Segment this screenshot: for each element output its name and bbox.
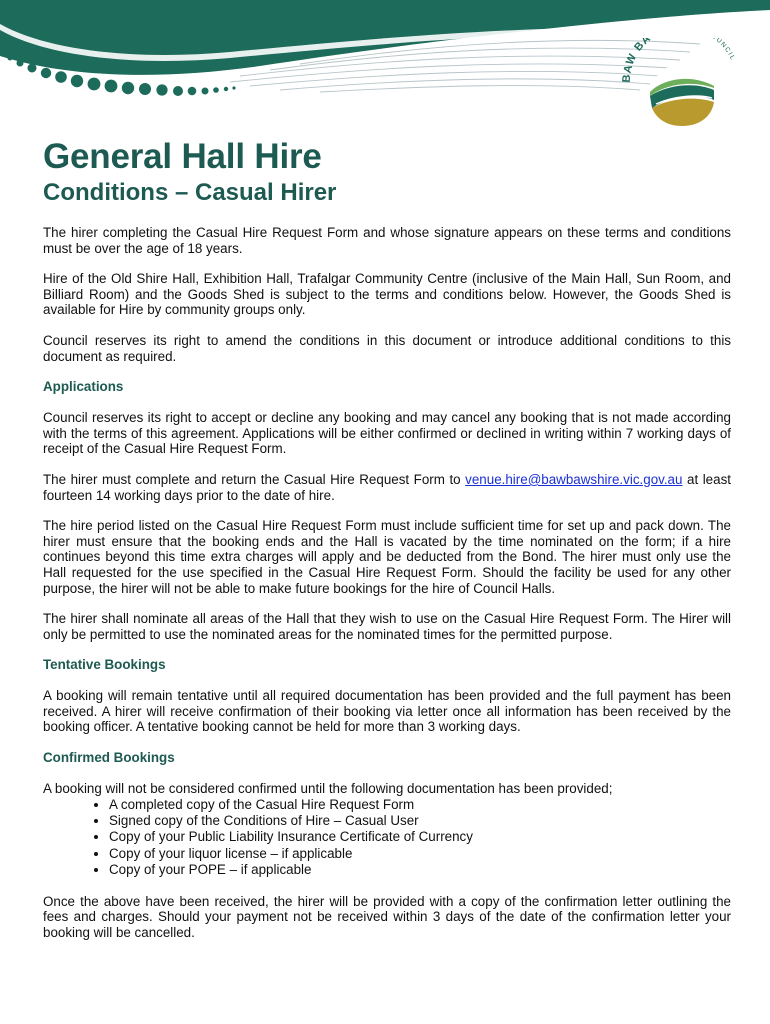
applications-paragraph-nominate-areas: The hirer shall nominate all areas of the Hall that they wish to use on the Casual Hire Request Form. The Hirer will only be permitted to use the nominated areas for the nominated times for the permitted purpose. — [43, 611, 731, 642]
list-item: • Signed copy of the Conditions of Hire – Casual User — [109, 813, 731, 829]
svg-text:BAW BAW: BAW BA — [620, 38, 654, 83]
list-item: • Copy of your POPE – if applicable — [109, 862, 731, 878]
list-item: • Copy of your Public Liability Insurance Certificate of Currency — [109, 829, 731, 845]
section-heading-confirmed-bookings: Confirmed Bookings — [43, 750, 175, 766]
intro-paragraph-amend: Council reserves its right to amend the conditions in this document or introduce additional conditions to this document as required. — [43, 332, 731, 364]
applications-paragraph-return-form — [43, 472, 731, 503]
svg-text:SHIRE COUNCIL: UNCIL — [714, 38, 737, 63]
applications-paragraph-accept: Council reserves its right to accept or decline any booking and may cancel any booking that is not made according with the terms of this agreement. Applications will be either confirmed or declined in writing within 7 working days of receipt of the Casual Hire Request Form. — [43, 410, 731, 457]
section-heading-applications: Applications — [43, 379, 124, 395]
document-title: General Hall Hire — [43, 137, 322, 176]
intro-paragraph-age: The hirer completing the Casual Hire Request Form and whose signature appears on these terms and conditions must be over the age of 18 years. — [43, 225, 731, 256]
applications-paragraph-hire-period: The hire period listed on the Casual Hire Request Form must include sufficient time for set up and pack down. The hirer must ensure that the booking ends and the Hall is vacated by the time nominated on the form; if a hire continues beyond this time extra charges will apply and be deducted from the Bond. The hirer must only use the Hall requested for the use specified in the Casual Hire Request Form. Should the facility be used for any other purpose, the hirer will not be able to make future bookings for the hire of Council Halls. — [43, 518, 731, 596]
return-form-text-end: at least fourteen 14 working days prior to the date of hire. — [43, 471, 731, 503]
section-heading-tentative-bookings: Tentative Bookings — [43, 657, 166, 673]
tentative-bookings-paragraph: A booking will remain tentative until all required documentation has been provided and the full payment has been received. A hirer will receive confirmation of their booking via letter once all information has been received by the booking officer. A tentative booking cannot be held for more than 3 working days. — [43, 688, 731, 735]
venue-hire-email-link[interactable]: venue.hire@bawbawshire.vic.gov.au — [465, 471, 683, 487]
intro-paragraph-venues: Hire of the Old Shire Hall, Exhibition Hall, Trafalgar Community Centre (inclusive of the Main Hall, Sun Room, and Billiard Room) and the Goods Shed is subject to the terms and conditions below. However, the Goods Shed is available for Hire by community groups only. — [43, 271, 731, 318]
confirmed-bookings-closing: Once the above have been received, the hirer will be provided with a copy of the confirmation letter outlining the fees and charges. Should your payment not be received within 3 days of the date of the confirmation letter your booking will be cancelled. — [43, 893, 731, 940]
required-documents-list — [43, 797, 731, 879]
document-body — [43, 136, 731, 955]
baw-baw-shire-council-logo — [616, 38, 746, 128]
confirmed-bookings-lead: A booking will not be considered confirmed until the following documentation has been provided; — [43, 781, 613, 797]
list-item: • A completed copy of the Casual Hire Request Form — [109, 797, 731, 813]
document-subtitle: Conditions – Casual Hirer — [43, 179, 337, 206]
return-form-text: The hirer must complete and return the Casual Hire Request Form to — [43, 471, 466, 487]
list-item: • Copy of your liquor license – if applicable — [109, 846, 731, 862]
